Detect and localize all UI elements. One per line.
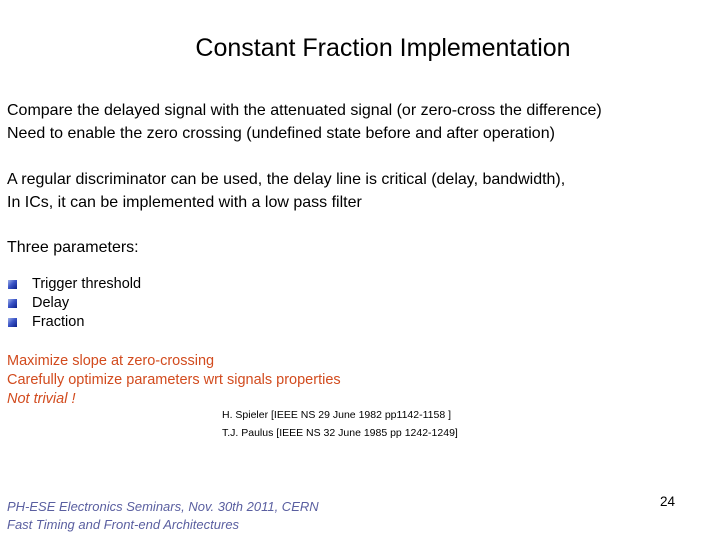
list-item: [7, 275, 141, 294]
intro-line-2: Need to enable the zero crossing (undefined state before and after operation): [7, 125, 555, 142]
discriminator-line-2: In ICs, it can be implemented with a low pass filter: [7, 194, 362, 211]
parameters-list: [7, 275, 141, 332]
reference-1: H. Spieler [IEEE NS 29 June 1982 pp1142-1158 ]: [222, 409, 452, 421]
parameter-label: Delay: [32, 295, 70, 311]
intro-line-1: Compare the delayed signal with the attenuated signal (or zero-cross the difference): [7, 102, 602, 119]
list-item: [7, 294, 141, 313]
list-item: [7, 313, 141, 332]
reference-2: T.J. Paulus [IEEE NS 32 June 1985 pp 1242-1249]: [222, 427, 458, 439]
footer: [7, 498, 319, 534]
square-bullet-icon: [8, 299, 17, 308]
parameter-label: Trigger threshold: [32, 276, 142, 292]
parameter-label: Fraction: [32, 314, 85, 330]
advice-line-2: Carefully optimize parameters wrt signals properties: [7, 372, 341, 388]
page-number: 24: [660, 494, 676, 509]
advice-line-1: Maximize slope at zero-crossing: [7, 353, 215, 369]
discriminator-line-1: A regular discriminator can be used, the delay line is critical (delay, bandwidth),: [7, 171, 566, 188]
advice-line-3: Not trivial !: [7, 391, 76, 407]
square-bullet-icon: [8, 280, 17, 289]
footer-line-2: Fast Timing and Front-end Architectures: [7, 517, 240, 532]
parameters-heading: Three parameters:: [7, 239, 139, 256]
square-bullet-icon: [8, 318, 17, 327]
footer-line-1: PH-ESE Electronics Seminars, Nov. 30th 2011, CERN: [7, 499, 319, 514]
slide-title: Constant Fraction Implementation: [195, 34, 571, 62]
